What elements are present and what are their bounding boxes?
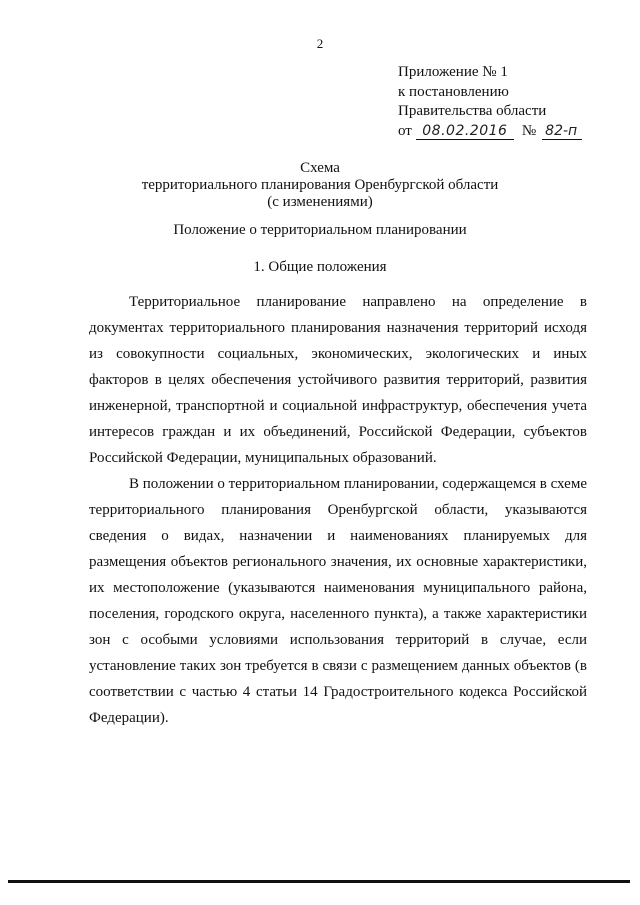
- paragraph: В положении о территориальном планировании, содержащемся в схеме территориального планирования Оренбургской области, указываются сведения о видах, назначении и наименованиях планируемых для размещения объектов регионального значения, их основные характеристики, их местоположение (указываются наименования муниципального района, поселения, городского округа, населенного пункта), а также характеристики зон с особыми условиями использования территорий в случае, если установление таких зон требуется в связи с размещением данных объектов (в соответствии с частью 4 статьи 14 Градостроительного кодекса Российской Федерации).: [89, 476, 587, 726]
- appendix-government-label: Правительства области: [398, 103, 547, 119]
- page-number: 2: [316, 36, 324, 51]
- handwritten-number: 82-п: [542, 124, 582, 140]
- date-prefix: от: [398, 122, 412, 139]
- bottom-border-line: [8, 880, 630, 883]
- document-heading: [0, 160, 640, 211]
- heading-title: территориального планирования Оренбургской области: [141, 177, 499, 193]
- number-sign: №: [521, 122, 537, 139]
- section-title: Положение о территориальном планировании: [173, 222, 467, 238]
- heading-scheme: Схема: [300, 160, 340, 176]
- body-text: [89, 289, 587, 731]
- appendix-resolution-label: к постановлению: [398, 83, 509, 100]
- heading-subtitle: (с изменениями): [267, 194, 373, 210]
- handwritten-date: 08.02.2016: [416, 124, 514, 140]
- appendix-title: Приложение № 1: [398, 64, 508, 80]
- paragraph: Территориальное планирование направлено на определение в документах территориального планирования назначения территорий исходя из совокупности социальных, экономических, экологических и иных факторов в целях обеспечения устойчивого развития территорий, развития инженерной, транспортной и социальной инфраструктур, обеспечения учета интересов граждан и их объединений, Российской Федерации, субъектов Российской Федерации, муниципальных образований.: [89, 294, 587, 466]
- appendix-date-number-line: [398, 122, 582, 142]
- appendix-block: [398, 63, 582, 141]
- subsection-title: 1. Общие положения: [253, 259, 387, 275]
